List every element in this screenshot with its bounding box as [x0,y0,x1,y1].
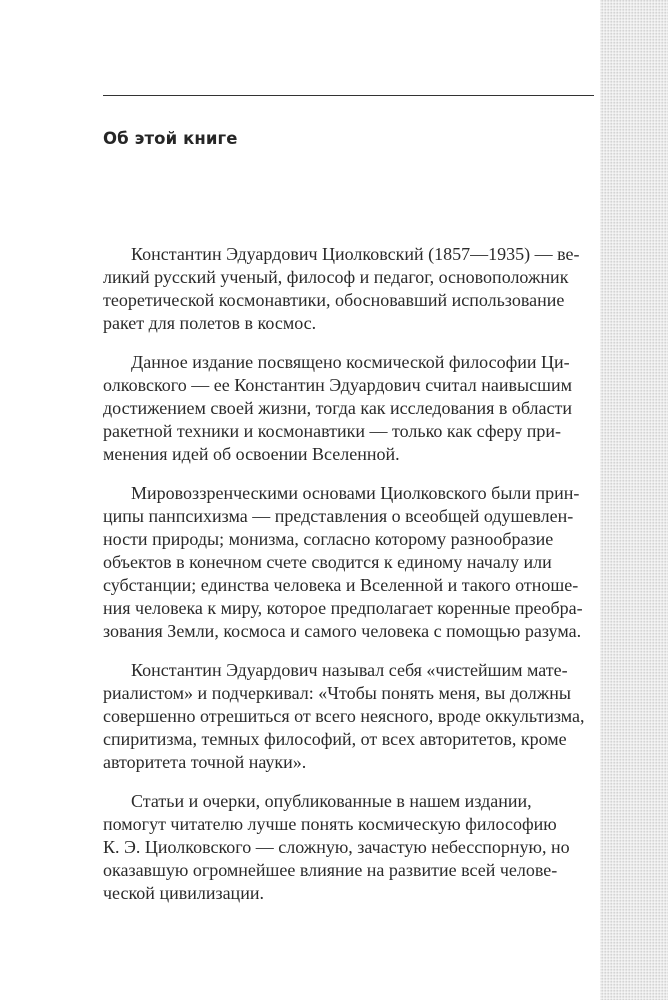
paragraph [103,790,594,905]
text-line: спиритизма, темных философий, от всех авторитетов, кроме [103,729,567,749]
paragraph [103,482,594,643]
body-text [103,243,594,921]
text-line: авторитета точной науки». [103,752,307,772]
paragraph [103,351,594,466]
page-title: Об этой книге [103,129,238,148]
text-line: Статьи и очерки, опубликованные в нашем издании, [131,791,532,811]
text-line: Данное издание посвящено космической философии Ци- [131,352,570,372]
text-line: ческой цивилизации. [103,883,264,903]
text-line: ракетной техники и космонавтики — только как сферу при- [103,421,562,441]
page-edge-halftone [600,0,668,1000]
text-line: олковского — ее Константин Эдуардович считал наивысшим [103,375,572,395]
text-line: ципы панпсихизма — представления о всеобщей одушевлен- [103,506,574,526]
text-line: ракет для полетов в космос. [103,313,317,333]
text-line: теоретической космонавтики, обосновавший использование [103,290,565,310]
text-line: помогут читателю лучше понять космическую философию [103,814,557,834]
text-line: совершенно отрешиться от всего неясного, вроде оккультизма, [103,706,585,726]
paragraph [103,243,594,335]
text-line: субстанции; единства человека и Вселенной и такого отноше- [103,575,579,595]
text-line: достижением своей жизни, тогда как исследования в области [103,398,573,418]
text-line: объектов в конечном счете сводится к единому началу или [103,552,552,572]
text-line: зования Земли, космоса и самого человека с помощью разума. [103,621,582,641]
text-line: оказавшую огромнейшее влияние на развитие всей челове- [103,860,558,880]
text-line: К. Э. Циолковского — сложную, зачастую небесспорную, но [103,837,570,857]
text-line: риалистом» и подчеркивал: «Чтобы понять меня, вы должны [103,683,571,703]
header-rule [103,95,594,96]
text-line: менения идей об освоении Вселенной. [103,444,400,464]
text-line: Константин Эдуардович называл себя «чистейшим мате- [131,660,568,680]
text-line: ликий русский ученый, философ и педагог, основоположник [103,267,569,287]
paragraph [103,659,594,774]
text-line: Мировоззренческими основами Циолковского были прин- [131,483,580,503]
text-line: Константин Эдуардович Циолковский (1857—1935) — ве- [131,244,580,264]
text-line: ности природы; монизма, согласно которому разнообразие [103,529,554,549]
text-line: ния человека к миру, которое предполагает коренные преобра- [103,598,583,618]
